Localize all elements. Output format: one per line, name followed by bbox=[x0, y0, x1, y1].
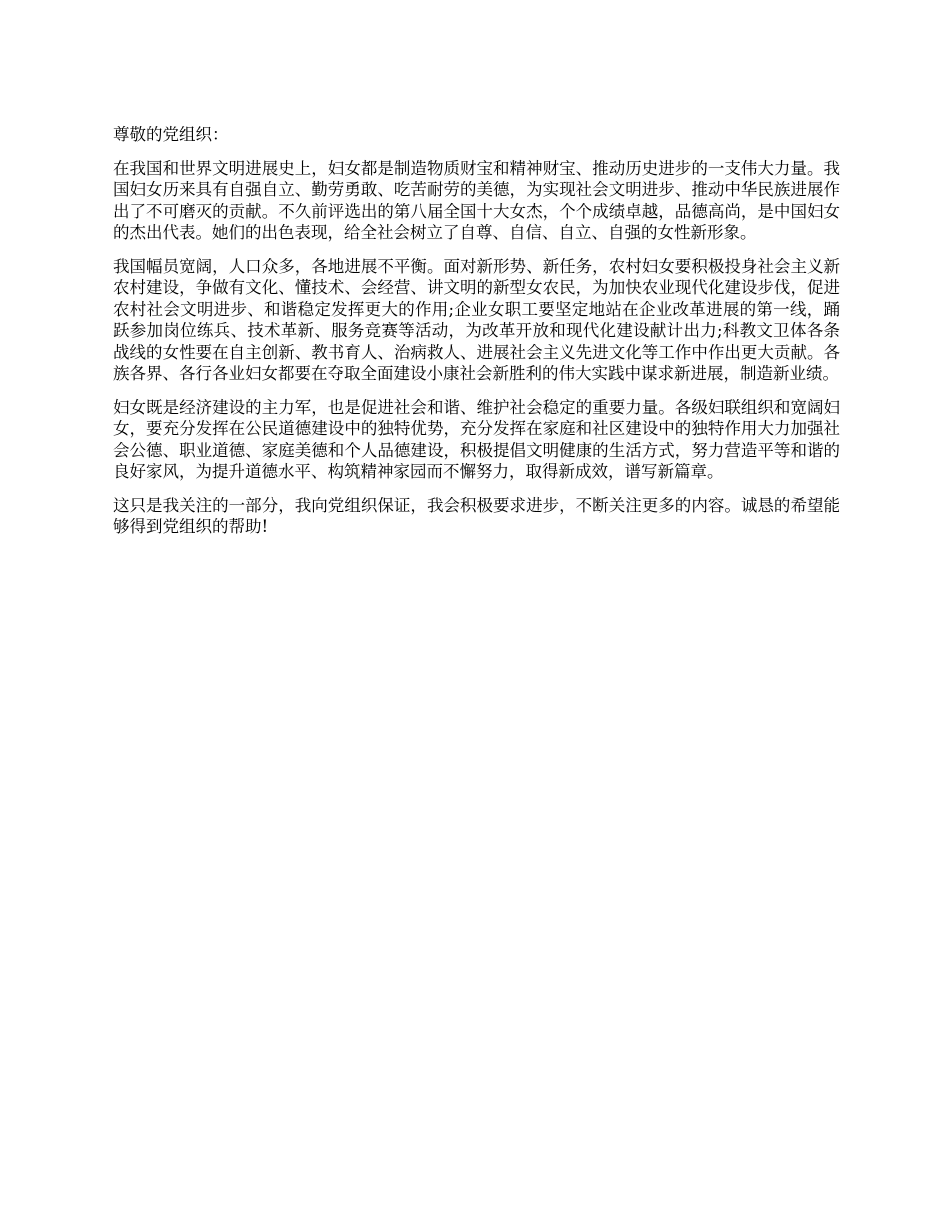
paragraph-2: 我国幅员宽阔，人口众多，各地进展不平衡。面对新形势、新任务，农村妇女要积极投身社会主义新农村建设，争做有文化、懂技术、会经营、讲文明的新型女农民，为加快农业现代化建设步伐，促进农村社会文明进步、和谐稳定发挥更大的作用;企业女职工要坚定地站在企业改革进展的第一线，踊跃参加岗位练兵、技术革新、服务竞赛等活动，为改革开放和现代化建设献计出力;科教文卫体各条战线的女性要在自主创新、教书育人、治病救人、进展社会主义先进文化等工作中作出更大贡献。各族各界、各行各业妇女都要在夺取全面建设小康社会新胜利的伟大实践中谋求新进展，制造新业绩。 bbox=[113, 256, 840, 383]
paragraph-1: 在我国和世界文明进展史上，妇女都是制造物质财宝和精神财宝、推动历史进步的一支伟大力量。我国妇女历来具有自强自立、勤劳勇敢、吃苦耐劳的美德，为实现社会文明进步、推动中华民族进展作出了不可磨灭的贡献。不久前评选出的第八届全国十大女杰，个个成绩卓越，品德高尚，是中国妇女的杰出代表。她们的出色表现，给全社会树立了自尊、自信、自立、自强的女性新形象。 bbox=[113, 158, 840, 242]
paragraph-3: 妇女既是经济建设的主力军，也是促进社会和谐、维护社会稳定的重要力量。各级妇联组织和宽阔妇女，要充分发挥在公民道德建设中的独特优势，充分发挥在家庭和社区建设中的独特作用大力加强社会公德、职业道德、家庭美德和个人品德建设，积极提倡文明健康的生活方式，努力营造平等和谐的良好家风，为提升道德水平、构筑精神家园而不懈努力，取得新成效，谱写新篇章。 bbox=[113, 397, 840, 481]
paragraph-4: 这只是我关注的一部分，我向党组织保证，我会积极要求进步，不断关注更多的内容。诚恳的希望能够得到党组织的帮助! bbox=[113, 495, 840, 536]
salutation: 尊敬的党组织： bbox=[113, 125, 229, 144]
document-body bbox=[113, 124, 840, 550]
